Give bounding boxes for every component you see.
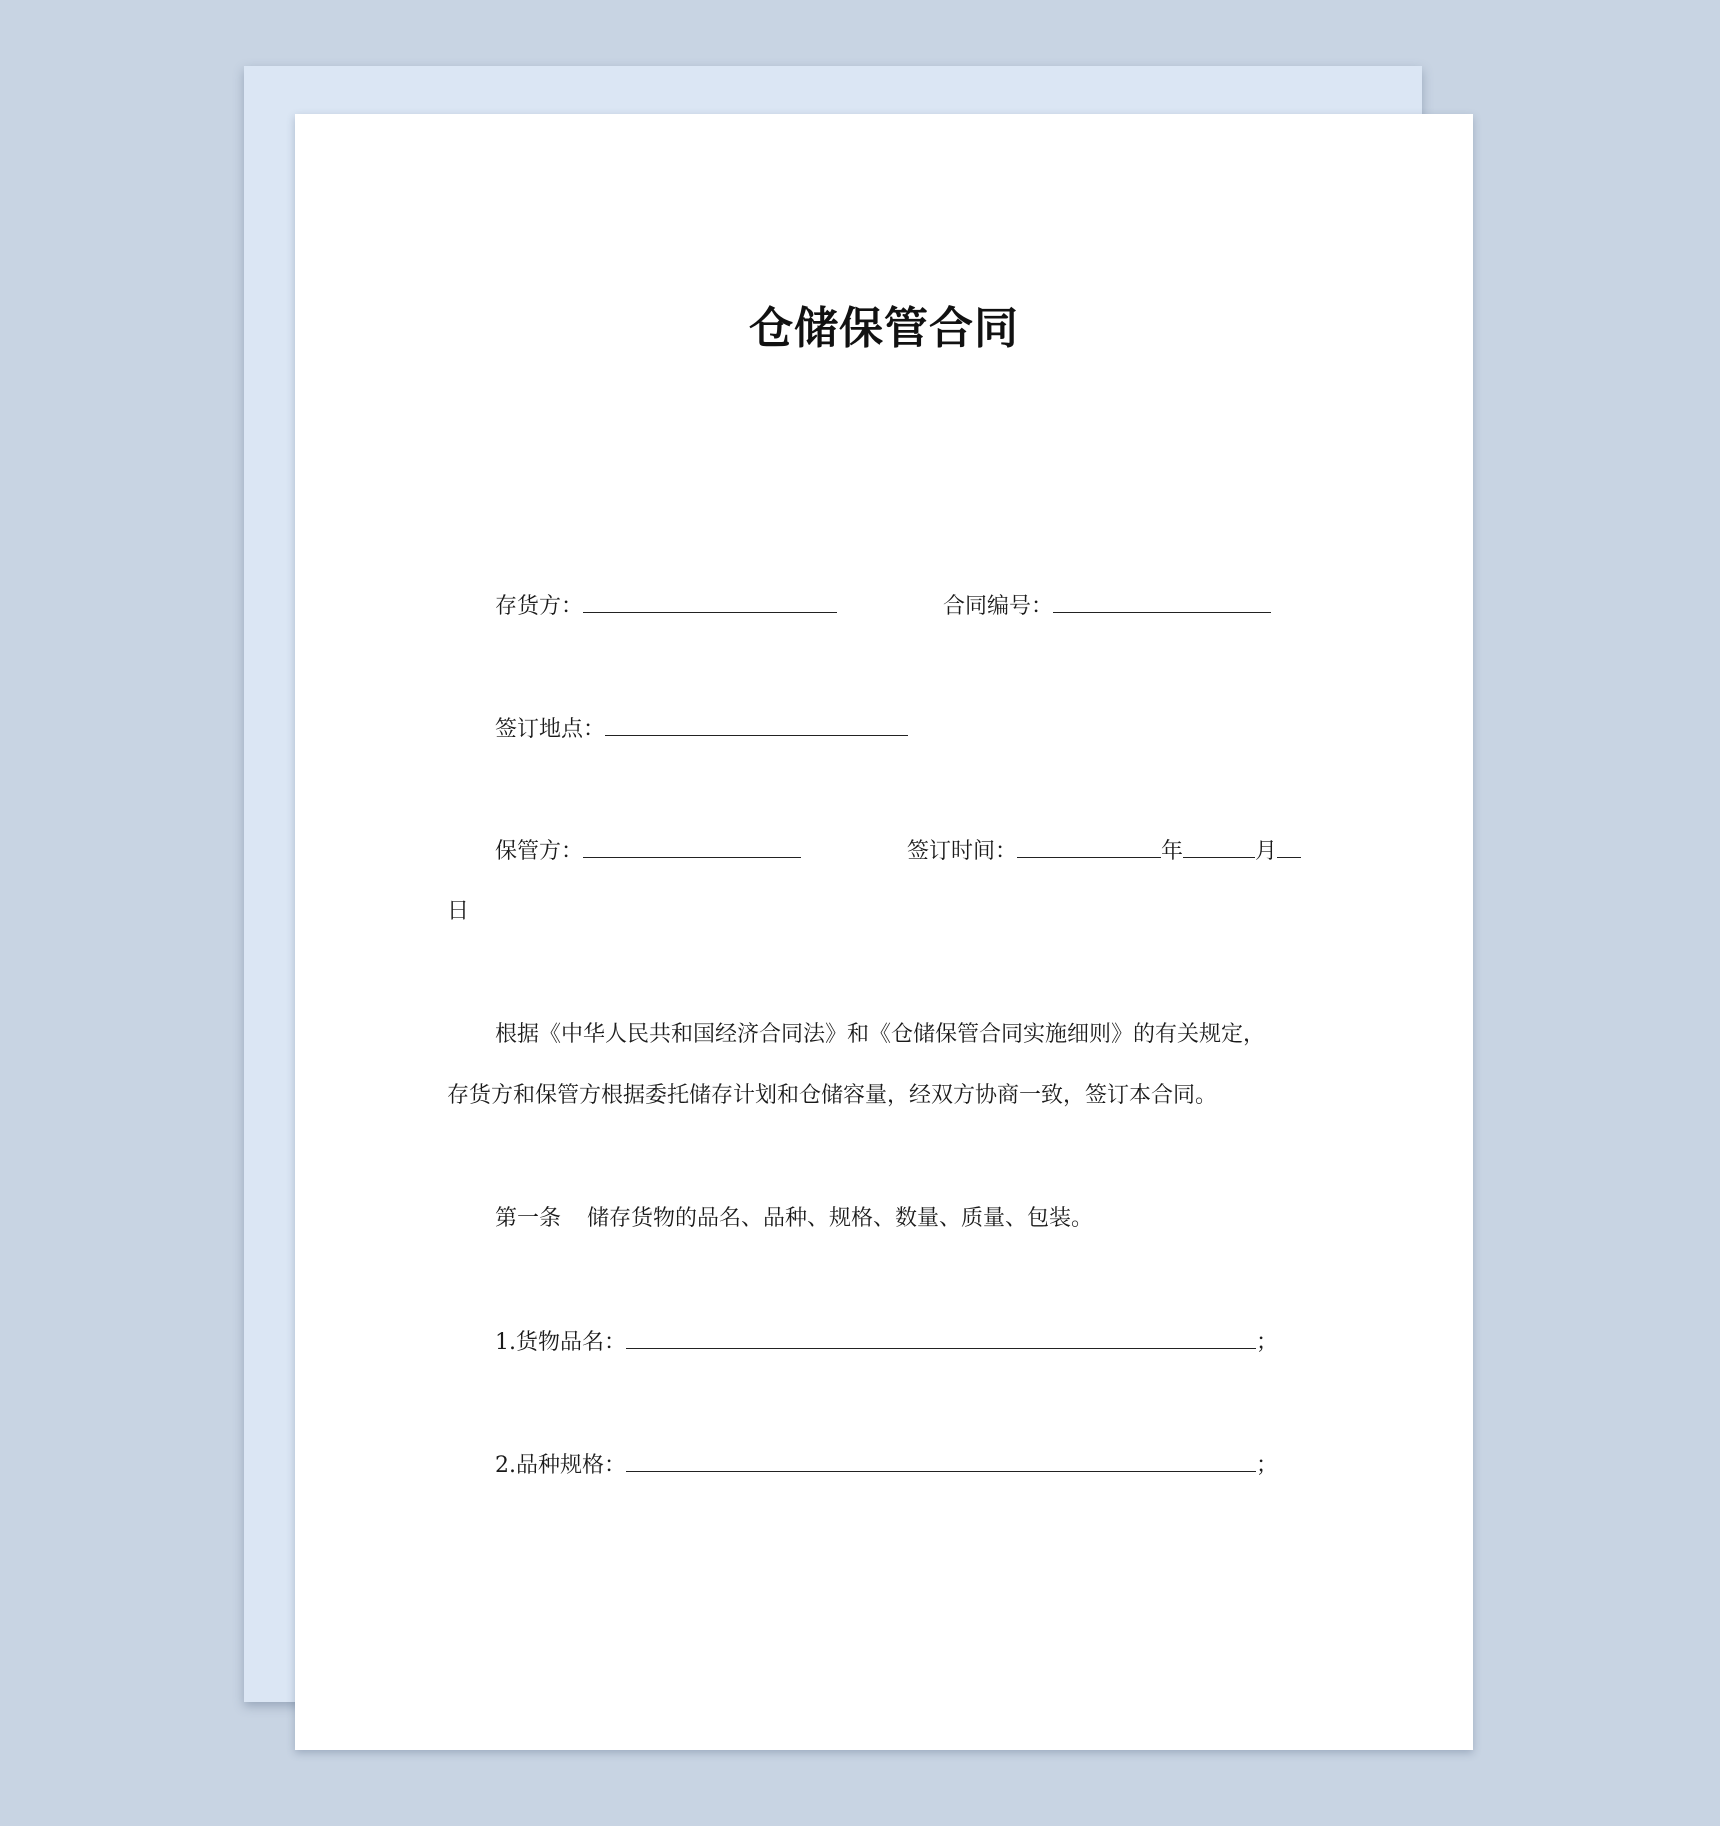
- depositor-label: 存货方：: [495, 594, 584, 619]
- article-1-heading: 第一条: [495, 1206, 562, 1231]
- contract-number-label: 合同编号：: [943, 594, 1054, 619]
- item-goods-name-blank[interactable]: [626, 1328, 1256, 1349]
- custodian-label: 保管方：: [495, 839, 584, 864]
- item-variety-spec: [495, 1451, 1278, 1480]
- item-goods-name-label: 1.货物品名：: [495, 1330, 626, 1355]
- contract-number-blank[interactable]: [1053, 592, 1271, 613]
- sign-year-blank[interactable]: [1017, 837, 1161, 858]
- depositor-field: [495, 592, 837, 621]
- sign-place-field: [495, 715, 908, 744]
- custodian-field: [495, 837, 801, 866]
- year-label: 年: [1161, 839, 1184, 864]
- article-1: [495, 1205, 1093, 1233]
- month-label: 月: [1255, 839, 1278, 864]
- sign-month-blank[interactable]: [1183, 837, 1255, 858]
- sign-time-field: [907, 837, 1301, 866]
- depositor-blank[interactable]: [583, 592, 837, 613]
- preamble-line-2: 存货方和保管方根据委托储存计划和仓储容量，经双方协商一致，签订本合同。: [447, 1083, 1218, 1108]
- sign-day-blank[interactable]: [1277, 837, 1301, 858]
- sign-place-blank[interactable]: [605, 715, 908, 736]
- item-goods-name-end: ；: [1256, 1330, 1279, 1355]
- sign-place-label: 签订地点：: [495, 717, 606, 742]
- day-label: 日: [447, 899, 470, 924]
- item-variety-spec-blank[interactable]: [626, 1451, 1256, 1472]
- item-variety-spec-end: ；: [1256, 1453, 1279, 1478]
- preamble-line-1: 根据《中华人民共和国经济合同法》和《仓储保管合同实施细则》的有关规定，: [495, 1022, 1266, 1047]
- item-variety-spec-label: 2.品种规格：: [495, 1453, 626, 1478]
- document-title: 仓储保管合同: [749, 303, 1019, 354]
- sign-time-label: 签订时间：: [907, 839, 1018, 864]
- contract-number-field: [943, 592, 1271, 621]
- article-1-text: 储存货物的品名、品种、规格、数量、质量、包装。: [587, 1206, 1094, 1231]
- document-page: [295, 114, 1473, 1750]
- item-goods-name: [495, 1328, 1278, 1357]
- custodian-blank[interactable]: [583, 837, 801, 858]
